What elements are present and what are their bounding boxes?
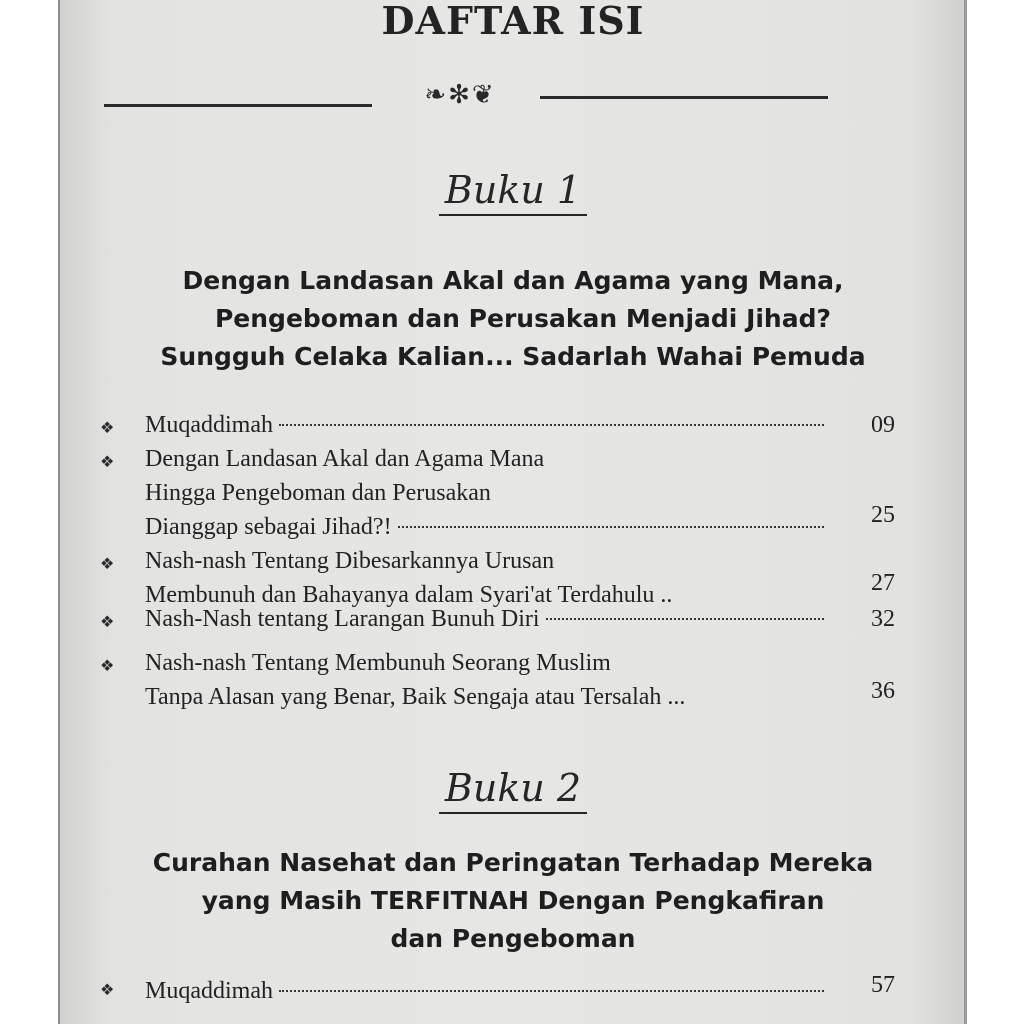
diamond-bullet-icon: ❖ [100, 454, 115, 471]
toc-entry-line: Nash-nash Tentang Dibesarkannya Urusan [145, 548, 555, 574]
toc-entry-line: Hingga Pengeboman dan Perusakan [145, 480, 491, 506]
ornament-icon: ❧✻❦ [424, 80, 496, 109]
toc-entry[interactable] [100, 646, 895, 714]
page-number: 09 [871, 412, 895, 438]
book-1-title [100, 262, 926, 376]
book-2-title-line: yang Masih TERFITNAH Dengan Pengkafiran [201, 886, 825, 915]
leader-dots [279, 424, 824, 426]
book-2-title-line: dan Pengeboman [390, 924, 636, 953]
book-2-title-line: Curahan Nasehat dan Peringatan Terhadap Mereka [152, 848, 874, 877]
page-number: 25 [871, 502, 895, 528]
book-1-label: Buku 1 [439, 168, 587, 216]
book-1-heading [60, 168, 966, 216]
title-rule-left [104, 104, 372, 107]
diamond-bullet-icon: ❖ [100, 658, 115, 675]
diamond-bullet-icon: ❖ [100, 420, 115, 437]
book-1-title-line: Dengan Landasan Akal dan Agama yang Mana, [182, 266, 844, 295]
toc-entry-line: Nash-nash Tentang Membunuh Seorang Muslim [145, 650, 611, 676]
diamond-bullet-icon: ❖ [100, 614, 115, 631]
title-rule-right [540, 96, 828, 99]
toc-entry-line: Membunuh dan Bahayanya dalam Syari'at Terdahulu .. [145, 582, 673, 608]
book-2-label: Buku 2 [439, 766, 587, 814]
toc-entry-title: Muqaddimah [145, 978, 273, 1004]
page-number: 36 [871, 678, 895, 704]
page-edge-right [964, 0, 967, 1024]
page-title: DAFTAR ISI [381, 0, 645, 43]
diamond-bullet-icon: ❖ [100, 556, 115, 573]
book-2-heading [60, 766, 966, 814]
leader-dots [398, 526, 824, 528]
book-1-title-line: Sungguh Celaka Kalian... Sadarlah Wahai Pemuda [160, 342, 866, 371]
page-number: 57 [871, 972, 895, 998]
toc-entry-title: Muqaddimah [145, 412, 273, 438]
diamond-bullet-icon: ❖ [100, 982, 115, 999]
toc-entry[interactable] [100, 442, 895, 544]
toc-entry-line: Dianggap sebagai Jihad?! [145, 514, 392, 540]
toc-entry-line: Tanpa Alasan yang Benar, Baik Sengaja atau Tersalah ... [145, 684, 686, 710]
book-page [60, 0, 966, 1024]
toc-entry-title: Nash-Nash tentang Larangan Bunuh Diri [145, 606, 540, 632]
book-2-title [100, 844, 926, 958]
book-1-title-line: Pengeboman dan Perusakan Menjadi Jihad? [214, 304, 831, 333]
toc-entry[interactable] [100, 408, 895, 442]
page-number: 32 [871, 606, 895, 632]
toc-entry[interactable] [100, 602, 895, 636]
leader-dots [279, 990, 824, 992]
leader-dots [546, 618, 824, 620]
page-number: 27 [871, 570, 895, 596]
toc-entry[interactable] [100, 972, 895, 1008]
toc-entry-line: Dengan Landasan Akal dan Agama Mana [145, 446, 545, 472]
